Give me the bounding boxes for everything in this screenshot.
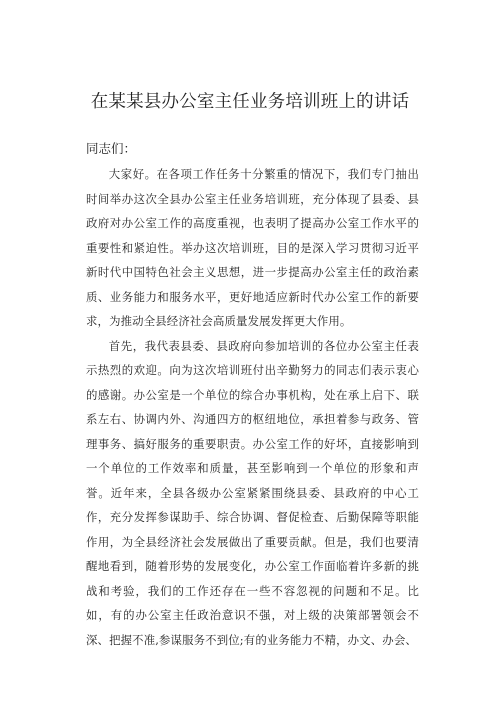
paragraph-1: 大家好。在各项工作任务十分繁重的情况下，我们专门抽出时间举办这次全县办公室主任业务培训班，充分体现了县委、县政府对办公室工作的高度重视，也表明了提高办公室工作水平的重要性和紧迫性。举办这次培训班，目的是深入学习贯彻习近平新时代中国特色社会主义思想，进一步提高办公室主任的政治素质、业务能力和服务水平，更好地适应新时代办公室工作的新要求，为推动全县经济社会高质量发展发挥更大作用。 [86, 167, 419, 328]
salutation: 同志们： [86, 141, 137, 156]
paragraph-2: 首先，我代表县委、县政府向参加培训的各位办公室主任表示热烈的欢迎。向为这次培训班付出辛勤努力的同志们表示衷心的感谢。办公室是一个单位的综合办事机构，处在承上启下、联系左右、协调内外、沟通四方的枢纽地位，承担着参与政务、管理事务、搞好服务的重要职责。办公室工作的好坏，直接影响到一个单位的工作效率和质量，甚至影响到一个单位的形象和声誉。近年来，全县各级办公室紧紧围绕县委、县政府的中心工作，充分发挥参谋助手、综合协调、督促检查、后勤保障等职能作用，为全县经济社会发展做出了重要贡献。但是，我们也要清醒地看到，随着形势的发展变化，办公室工作面临着许多新的挑战和考验，我们的工作还存在一些不容忽视的问题和不足。比如，有的办公室主任政治意识不强，对上级的决策部署领会不深、把握不准,参谋服务不到位;有的业务能力不精，办文、办会、 [86, 338, 419, 647]
document-body [86, 162, 419, 652]
document-title: 在某某县办公室主任业务培训班上的讲话 [90, 92, 410, 112]
